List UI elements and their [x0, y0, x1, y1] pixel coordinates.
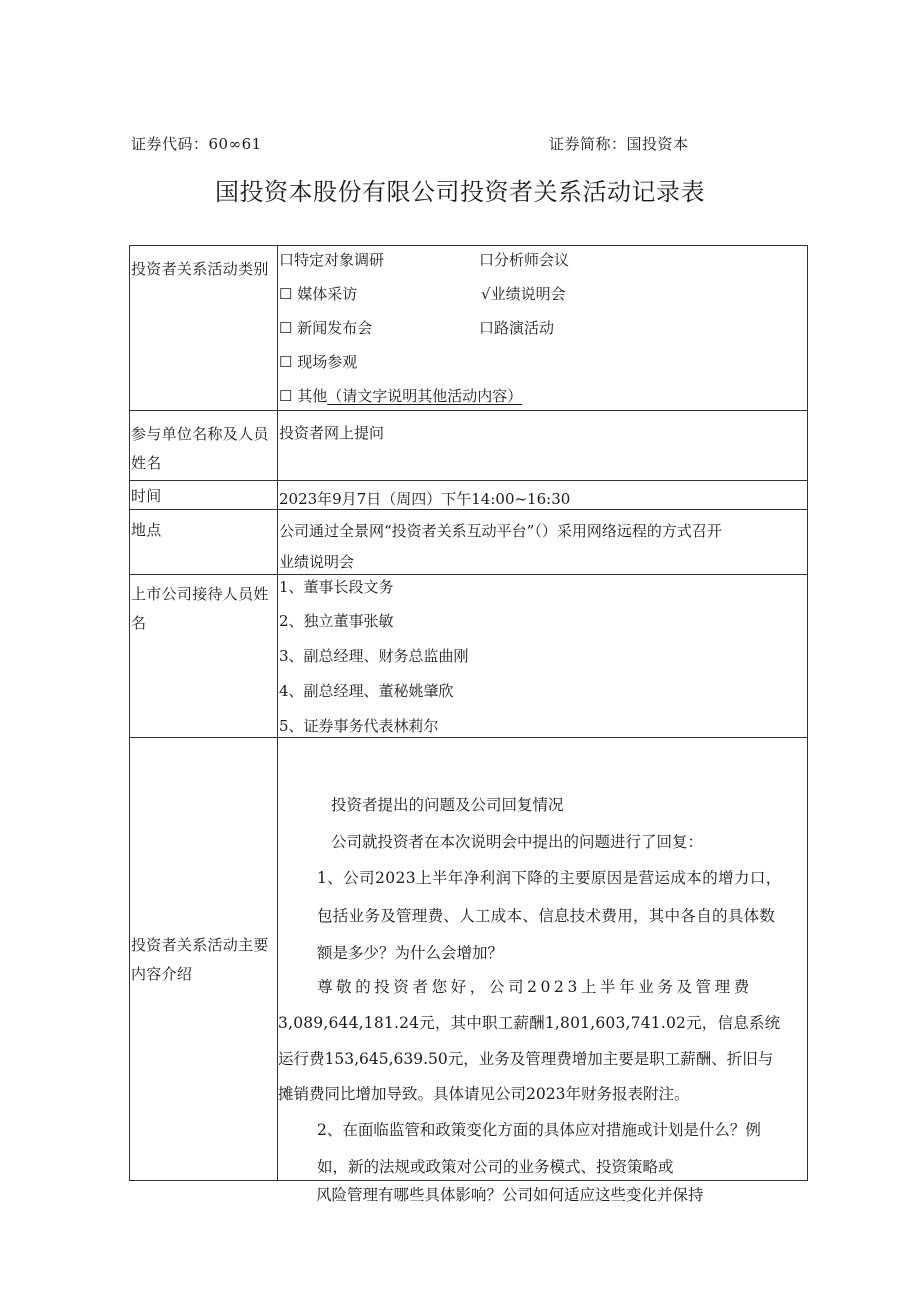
label-staff: 上市公司接待人员姓名 [131, 585, 269, 632]
option-press-conference: ☐ 新闻发布会 [279, 319, 373, 337]
checkbox-icon: ☐ [279, 319, 293, 337]
column-divider [277, 245, 278, 1181]
content-line: 公司就投资者在本次说明会中提出的问题进行了回复： [331, 833, 704, 851]
checkbox-icon: ☐ [279, 387, 293, 405]
value-location-line1: 公司通过全景网“投资者关系互动平台”（）采用网络远程的方式召开 [279, 522, 722, 540]
value-time: 2023年9月7日（周四）下午14:00~16:30 [279, 490, 571, 508]
table-border-right [807, 245, 808, 1181]
label-participants: 参与单位名称及人员姓名 [131, 425, 269, 472]
staff-item: 5、证券事务代表林莉尔 [279, 717, 439, 735]
table-border-bottom [129, 1180, 808, 1181]
option-analyst-meeting: 口分析师会议 [479, 251, 570, 269]
option-media-interview: ☐ 媒体采访 [279, 285, 358, 303]
checkmark-icon: √ [481, 285, 491, 303]
label-time: 时间 [131, 487, 162, 505]
content-line: 3,089,644,181.24元，其中职工薪酬1,801,603,741.02元，信息系统 [278, 1014, 781, 1032]
option-other: ☐ 其他（请文字说明其他活动内容） [279, 387, 523, 405]
label-content: 投资者关系活动主要内容介绍 [131, 936, 269, 983]
checkbox-icon: 口 [479, 319, 495, 337]
staff-item: 3、副总经理、财务总监曲刚 [279, 647, 469, 665]
table-border-top [129, 245, 808, 246]
option-results-briefing: √业绩说明会 [481, 285, 566, 303]
content-line: 摊销费同比增加导致。具体请见公司2023年财务报表附注。 [278, 1085, 690, 1103]
content-line: 2、在面临监管和政策变化方面的具体应对措施或计划是什么？例 [317, 1121, 761, 1139]
value-location-line2: 业绩说明会 [279, 553, 355, 571]
row-divider [129, 410, 808, 411]
value-participants: 投资者网上提问 [279, 424, 385, 442]
checkbox-icon: ☐ [279, 285, 293, 303]
content-line: 投资者提出的问题及公司回复情况 [331, 796, 564, 814]
stock-abbreviation: 证券简称：国投资本 [549, 135, 689, 153]
table-border-left [129, 245, 130, 1181]
content-line: 运行费153,645,639.50元，业务及管理费增加主要是职工薪酬、折旧与 [278, 1050, 774, 1068]
row-divider [129, 480, 808, 481]
stock-code: 证券代码：60∞61 [131, 135, 262, 153]
content-line: 1、公司2023上半年净利润下降的主要原因是营运成本的增力口， [317, 869, 782, 887]
document-title: 国投资本股份有限公司投资者关系活动记录表 [215, 178, 705, 206]
label-activity-type: 投资者关系活动类别 [131, 260, 269, 278]
content-line: 包括业务及管理费、人工成本、信息技术费用，其中各自的具体数 [317, 907, 776, 925]
continuation-line: 风险管理有哪些具体影响？公司如何适应这些变化并保持 [316, 1186, 704, 1204]
option-roadshow: 口路演活动 [479, 319, 555, 337]
content-line: 如，新的法规或政策对公司的业务模式、投资策略或 [317, 1158, 674, 1176]
checkbox-icon: 口 [279, 251, 295, 269]
row-divider [129, 574, 808, 575]
row-divider [129, 737, 808, 738]
other-note: （请文字说明其他活动内容） [327, 387, 523, 405]
checkbox-icon: ☐ [279, 353, 293, 371]
staff-item: 4、副总经理、董秘姚肇欣 [279, 682, 454, 700]
label-location: 地点 [131, 521, 162, 539]
content-line: 额是多少？为什么会增加？ [317, 944, 504, 962]
activity-record-table [129, 245, 808, 1181]
checkbox-icon: 口 [479, 251, 495, 269]
content-line: 尊敬的投资者您好，公司2023上半年业务及管理费 [317, 978, 753, 996]
option-specific-research: 口特定对象调研 [279, 251, 385, 269]
option-site-visit: ☐ 现场参观 [279, 353, 358, 371]
staff-item: 2、独立董事张敏 [279, 612, 394, 630]
staff-item: 1、董事长段文务 [279, 578, 394, 596]
